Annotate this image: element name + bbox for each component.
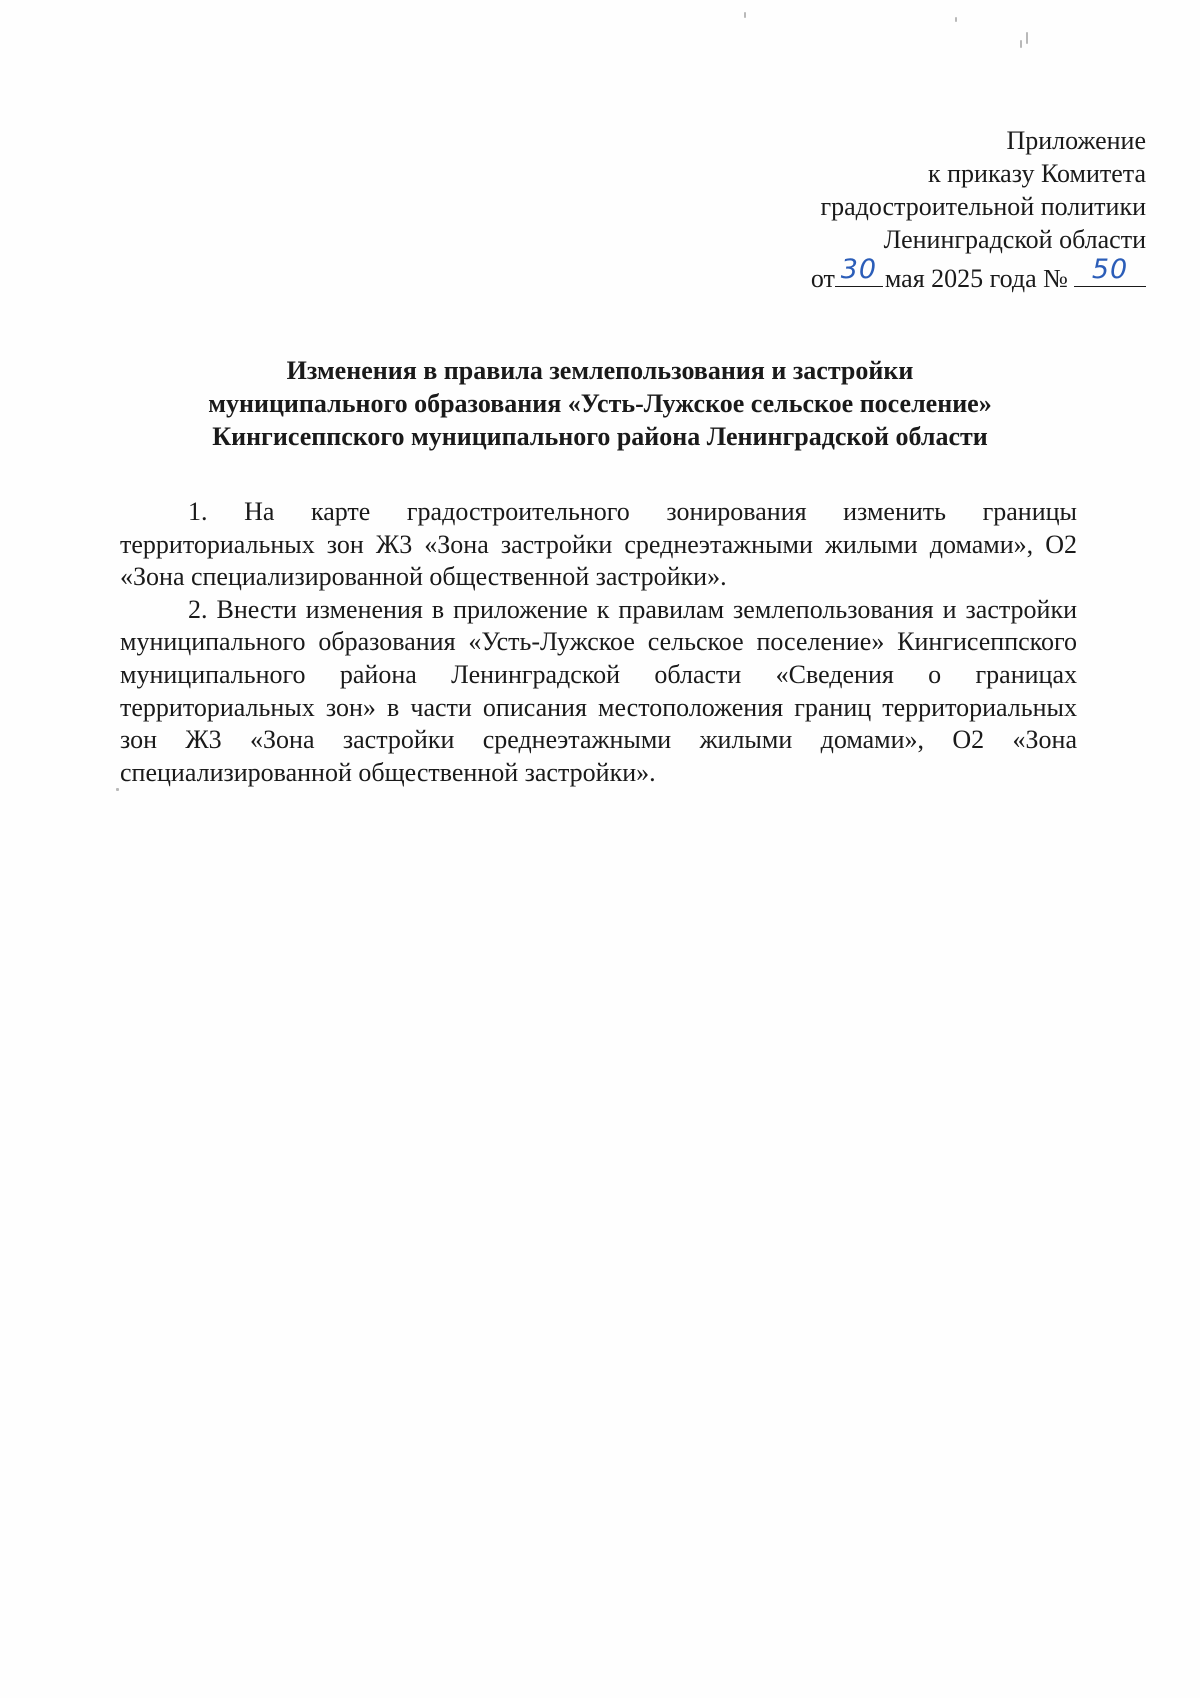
order-number-field <box>1074 256 1146 287</box>
scan-speck <box>1020 40 1022 48</box>
date-day-handwritten: 30 <box>840 254 878 285</box>
scan-speck <box>744 12 746 18</box>
appendix-label: Приложение <box>1006 126 1146 155</box>
scan-speck <box>955 17 957 22</box>
order-number-handwritten: 50 <box>1091 254 1129 285</box>
scan-speck <box>116 788 119 791</box>
appendix-header <box>811 124 1146 295</box>
paragraph-1: 1. На карте градостроительного зонирования изменить границы территориальных зон Ж3 «Зона застройки среднеэтажными жилыми домами», О2 «Зона специализированной общественной застройки». <box>120 497 1077 592</box>
document-title <box>120 354 1080 453</box>
title-line: муниципального образования «Усть-Лужское сельское поселение» <box>208 389 992 418</box>
order-date-line <box>811 256 1146 295</box>
scan-speck <box>1026 32 1028 44</box>
region-name: Ленинградской области <box>883 225 1146 254</box>
title-line: Изменения в правила землепользования и застройки <box>286 356 914 385</box>
date-day-field <box>835 256 883 287</box>
title-line: Кингисеппского муниципального района Ленинградской области <box>212 422 988 451</box>
date-middle: мая 2025 года № <box>884 264 1068 293</box>
committee-name: градостроительной политики <box>820 192 1146 221</box>
order-reference: к приказу Комитета <box>927 159 1146 188</box>
paragraph-2: 2. Внести изменения в приложение к правилам землепользования и застройки муниципального образования «Усть-Лужское сельское поселение» Кингисеппского муниципального района Ленинградской области «Сведения о границах территориальных зон» в части описания местоположения границ территориальных зон Ж3 «Зона застройки среднеэтажными жилыми домами», О2 «Зона специализированной общественной застройки». <box>120 594 1077 787</box>
date-prefix: от <box>810 264 835 293</box>
document-body <box>120 496 1077 789</box>
